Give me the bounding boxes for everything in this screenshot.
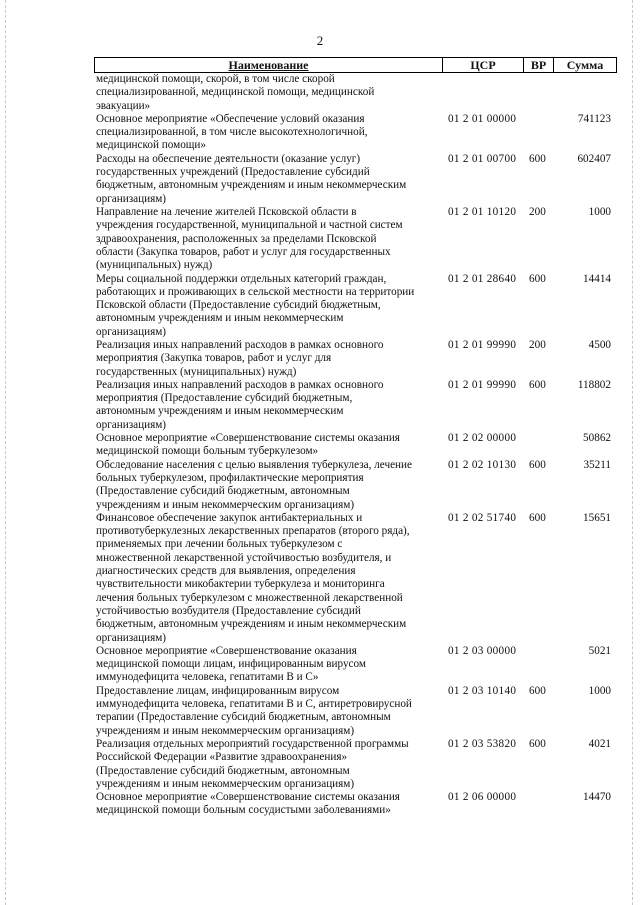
row-name-line: Меры социальной поддержки отдельных категорий граждан, bbox=[96, 272, 387, 285]
row-name bbox=[96, 738, 441, 791]
row-csr: 01 2 03 00000 bbox=[448, 644, 517, 657]
row-name-line: медицинской помощи больным сосудистыми заболеваниями» bbox=[96, 804, 391, 817]
row-sum: 15651 bbox=[583, 511, 611, 524]
scan-edge-left bbox=[5, 0, 6, 905]
row-vr: 200 bbox=[529, 206, 546, 218]
row-name-line: автономным учреждениям и иным некоммерческим bbox=[96, 312, 344, 325]
row-name-line: бюджетным, автономным учреждениям и иным некоммерческим bbox=[96, 618, 407, 631]
row-name-line: учреждениям и иным некоммерческим организациям) bbox=[96, 777, 355, 790]
row-name-line: здравоохранения, расположенных за пределами Псковской bbox=[96, 232, 377, 245]
row-name-line: Основное мероприятие «Совершенствование системы оказания bbox=[96, 432, 400, 445]
row-name bbox=[96, 379, 441, 432]
row-sum: 1000 bbox=[588, 684, 611, 697]
row-sum: 602407 bbox=[577, 152, 611, 165]
row-name-line: Реализация отдельных мероприятий государственной программы bbox=[96, 738, 409, 750]
row-csr: 01 2 01 28640 bbox=[448, 272, 517, 285]
row-name-line: Расходы на обеспечение деятельности (оказание услуг) bbox=[96, 152, 361, 165]
row-name-line: больных туберкулезом, профилактические мероприятия bbox=[96, 471, 364, 484]
row-csr: 01 2 02 00000 bbox=[448, 432, 517, 445]
row-sum: 4021 bbox=[588, 738, 611, 750]
row-name-line: медицинской помощи больным туберкулезом» bbox=[96, 445, 319, 458]
row-name-line: Основное мероприятие «Совершенствование системы оказания bbox=[96, 791, 400, 804]
row-name-line: государственных учреждений (Предоставление субсидий bbox=[96, 166, 370, 179]
row-name-line: организациям) bbox=[96, 325, 167, 338]
header-csr: ЦСР bbox=[470, 58, 496, 72]
row-name-line: Российской Федерации «Развитие здравоохранения» bbox=[96, 751, 348, 764]
row-csr: 01 2 01 99990 bbox=[448, 378, 517, 391]
row-name-line: организациям) bbox=[96, 192, 167, 205]
row-name-line: противотуберкулезных лекарственных препаратов (второго ряда), bbox=[96, 525, 410, 538]
table-header bbox=[94, 57, 617, 73]
row-sum: 1000 bbox=[588, 206, 611, 218]
row-name-line: (Предоставление субсидий бюджетным, автономным bbox=[96, 485, 350, 498]
scan-edge-right bbox=[632, 0, 633, 905]
row-name-line: Основное мероприятие «Обеспечение условий оказания bbox=[96, 112, 365, 125]
row-name bbox=[96, 339, 441, 379]
row-csr: 01 2 06 00000 bbox=[448, 791, 517, 804]
row-name-line: Предоставление лицам, инфицированным вирусом bbox=[96, 684, 340, 697]
row-name-line: Реализация иных направлений расходов в рамках основного bbox=[96, 339, 384, 351]
row-name bbox=[96, 512, 441, 645]
row-name bbox=[96, 459, 441, 512]
row-name-line: учреждениям и иным некоммерческим организациям) bbox=[96, 498, 355, 511]
row-sum: 741123 bbox=[577, 112, 611, 125]
row-name-line: медицинской помощи лицам, инфицированным вирусом bbox=[96, 658, 366, 671]
row-name bbox=[96, 645, 441, 685]
row-name-line: автономным учреждениям и иным некоммерческим bbox=[96, 405, 344, 418]
row-name-line: организациям) bbox=[96, 631, 167, 644]
row-vr: 200 bbox=[529, 339, 546, 351]
page-number: 2 bbox=[316, 33, 324, 48]
row-vr: 600 bbox=[529, 684, 546, 697]
row-vr: 600 bbox=[529, 511, 546, 524]
row-sum: 14470 bbox=[583, 791, 611, 804]
row-name bbox=[96, 432, 441, 459]
row-sum: 35211 bbox=[583, 458, 611, 471]
header-name: Наименование bbox=[228, 58, 309, 72]
row-name-line: медицинской помощи, скорой, в том числе скорой bbox=[96, 73, 335, 85]
row-name-line: Псковской области (Предоставление субсидий бюджетным, bbox=[96, 299, 381, 312]
row-csr: 01 2 01 00700 bbox=[448, 152, 517, 165]
row-name-line: лечения больных туберкулезом с множественной лекарственной bbox=[96, 591, 403, 604]
row-csr: 01 2 01 99990 bbox=[448, 339, 517, 351]
row-vr: 600 bbox=[529, 738, 546, 750]
row-name-line: Основное мероприятие «Совершенствование оказания bbox=[96, 644, 357, 657]
row-name-line: (муниципальных) нужд) bbox=[96, 259, 213, 272]
row-name-line: применяемых при лечении больных туберкулезом с bbox=[96, 538, 343, 551]
row-name-line: работающих и проживающих в сельской местности на территории bbox=[96, 285, 415, 298]
row-csr: 01 2 02 10130 bbox=[448, 458, 517, 471]
row-name-line: терапии (Предоставление субсидий бюджетным, автономным bbox=[96, 711, 391, 724]
row-name-line: учреждения государственной, муниципальной и частной систем bbox=[96, 219, 403, 232]
row-name-line: иммунодефицита человека, гепатитами В и С, антиретровирусной bbox=[96, 698, 412, 711]
row-name-line: (Предоставление субсидий бюджетным, автономным bbox=[96, 764, 350, 777]
row-name bbox=[96, 113, 441, 153]
row-name-line: мероприятия (Закупка товаров, работ и услуг для bbox=[96, 352, 332, 365]
row-name bbox=[96, 153, 441, 206]
row-name-line: чувствительности микобактерии туберкулеза и мониторинга bbox=[96, 578, 385, 591]
row-sum: 14414 bbox=[583, 272, 611, 285]
row-name bbox=[96, 791, 441, 818]
row-name-line: Обследование населения с целью выявления туберкулеза, лечение bbox=[96, 458, 412, 471]
row-name-line: учреждениям и иным некоммерческим организациям) bbox=[96, 724, 355, 737]
row-vr: 600 bbox=[529, 272, 546, 285]
row-name-line: бюджетным, автономным учреждениям и иным некоммерческим bbox=[96, 179, 407, 192]
row-vr: 600 bbox=[529, 458, 546, 471]
row-name bbox=[96, 206, 441, 272]
header-sum: Сумма bbox=[566, 58, 604, 72]
row-name-line: множественной лекарственной устойчивостью возбудителя, и bbox=[96, 551, 392, 564]
row-name-line: диагностических средств для выявления, определения bbox=[96, 565, 356, 578]
row-csr: 01 2 01 00000 bbox=[448, 112, 517, 125]
row-name-line: Финансовое обеспечение закупок антибактериальных и bbox=[96, 511, 363, 524]
row-sum: 50862 bbox=[583, 432, 611, 445]
row-sum: 118802 bbox=[577, 378, 611, 391]
row-sum: 5021 bbox=[588, 644, 611, 657]
row-name bbox=[96, 685, 441, 738]
row-name-line: государственных (муниципальных) нужд) bbox=[96, 365, 297, 378]
row-name-line: устойчивостью возбудителя (Предоставление субсидий bbox=[96, 604, 361, 617]
row-name bbox=[96, 73, 441, 113]
row-name-line: специализированной, медицинской помощи, медицинской bbox=[96, 86, 375, 99]
row-name-line: Направление на лечение жителей Псковской области в bbox=[96, 206, 357, 218]
row-csr: 01 2 02 51740 bbox=[448, 511, 517, 524]
row-vr: 600 bbox=[529, 152, 546, 165]
row-csr: 01 2 03 53820 bbox=[448, 738, 517, 750]
row-name-line: медицинской помощи» bbox=[96, 139, 206, 152]
row-name-line: области (Закупка товаров, работ и услуг для государственных bbox=[96, 245, 391, 258]
row-name-line: мероприятия (Предоставление субсидий бюджетным, bbox=[96, 392, 353, 405]
row-name-line: эвакуации» bbox=[96, 99, 151, 112]
row-name-line: организациям) bbox=[96, 418, 167, 431]
row-csr: 01 2 01 10120 bbox=[448, 206, 517, 218]
row-csr: 01 2 03 10140 bbox=[448, 684, 517, 697]
row-name-line: Реализация иных направлений расходов в рамках основного bbox=[96, 378, 384, 391]
row-sum: 4500 bbox=[588, 339, 611, 351]
row-name-line: иммунодефицита человека, гепатитами В и С» bbox=[96, 671, 319, 684]
row-name-line: специализированной, в том числе высокотехнологичной, bbox=[96, 126, 368, 139]
header-vr: ВР bbox=[530, 58, 547, 72]
row-vr: 600 bbox=[529, 378, 546, 391]
row-name bbox=[96, 273, 441, 339]
